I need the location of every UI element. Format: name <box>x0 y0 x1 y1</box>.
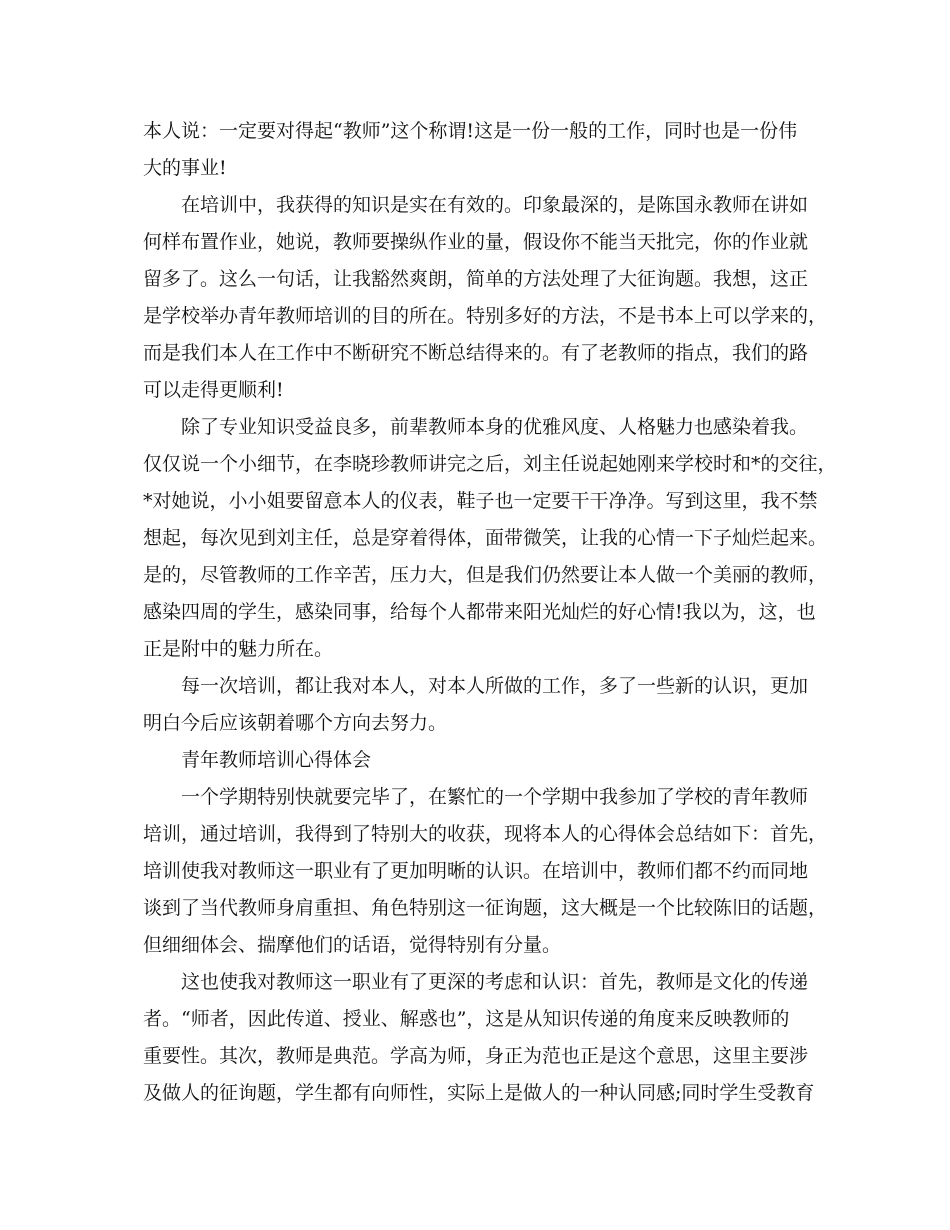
text-line: 而是我们本人在工作中不断研究不断总结得来的。有了老教师的指点，我们的路 <box>143 342 809 364</box>
text-line: 仅仅说一个小细节，在李晓珍教师讲完之后，刘主任说起她刚来学校时和*的交往， <box>143 453 837 475</box>
text-line: *对她说，小小姐要留意本人的仪表，鞋子也一定要干干净净。写到这里，我不禁 <box>143 490 818 512</box>
text-line: 感染四周的学生，感染同事，给每个人都带来阳光灿烂的好心情!我以为，这，也 <box>143 601 816 623</box>
text-line: 者。“师者，因此传道、授业、解惑也”，这是从知识传递的角度来反映教师的 <box>143 1008 790 1030</box>
text-line: 是的，尽管教师的工作辛苦，压力大，但是我们仍然要让本人做一个美丽的教师， <box>143 564 828 586</box>
text-line: 本人说：一定要对得起“教师”这个称谓!这是一份一般的工作，同时也是一份伟 <box>143 120 798 142</box>
text-line: 何样布置作业，她说，教师要操纵作业的量，假设你不能当天批完，你的作业就 <box>143 231 809 253</box>
text-line: 但细细体会、揣摩他们的话语，觉得特别有分量。 <box>143 934 562 956</box>
text-line: 除了专业知识受益良多，前辈教师本身的优雅风度、人格魅力也感染着我。 <box>181 416 809 438</box>
text-line: 大的事业! <box>143 157 227 179</box>
text-line: 是学校举办青年教师培训的目的所在。特别多好的方法，不是书本上可以学来的， <box>143 305 828 327</box>
text-line: 每一次培训，都让我对本人，对本人所做的工作，多了一些新的认识，更加 <box>181 675 809 697</box>
text-line: 留多了。这么一句话，让我豁然爽朗，简单的方法处理了大征询题。我想，这正 <box>143 268 809 290</box>
text-line: 在培训中，我获得的知识是实在有效的。印象最深的，是陈国永教师在讲如 <box>181 194 809 216</box>
text-line: 想起，每次见到刘主任，总是穿着得体，面带微笑，让我的心情一下子灿烂起来。 <box>143 527 828 549</box>
text-line: 谈到了当代教师身肩重担、角色特别这一征询题，这大概是一个比较陈旧的话题， <box>143 897 828 919</box>
text-line: 可以走得更顺利! <box>143 379 284 401</box>
text-line: 一个学期特别快就要完毕了，在繁忙的一个学期中我参加了学校的青年教师 <box>181 786 809 808</box>
text-line: 培训使我对教师这一职业有了更加明晰的认识。在培训中，教师们都不约而同地 <box>143 860 809 882</box>
text-line: 培训，通过培训，我得到了特别大的收获，现将本人的心得体会总结如下：首先， <box>143 823 828 845</box>
section-heading: 青年教师培训心得体会 <box>181 749 372 771</box>
text-line: 及做人的征询题，学生都有向师性，实际上是做人的一种认同感;同时学生受教育 <box>143 1082 815 1104</box>
text-line: 重要性。其次，教师是典范。学高为师，身正为范也正是这个意思，这里主要涉 <box>143 1045 809 1067</box>
text-line: 正是附中的魅力所在。 <box>143 638 334 660</box>
text-line: 这也使我对教师这一职业有了更深的考虑和认识：首先，教师是文化的传递 <box>181 971 809 993</box>
text-line: 明白今后应该朝着哪个方向去努力。 <box>143 712 448 734</box>
